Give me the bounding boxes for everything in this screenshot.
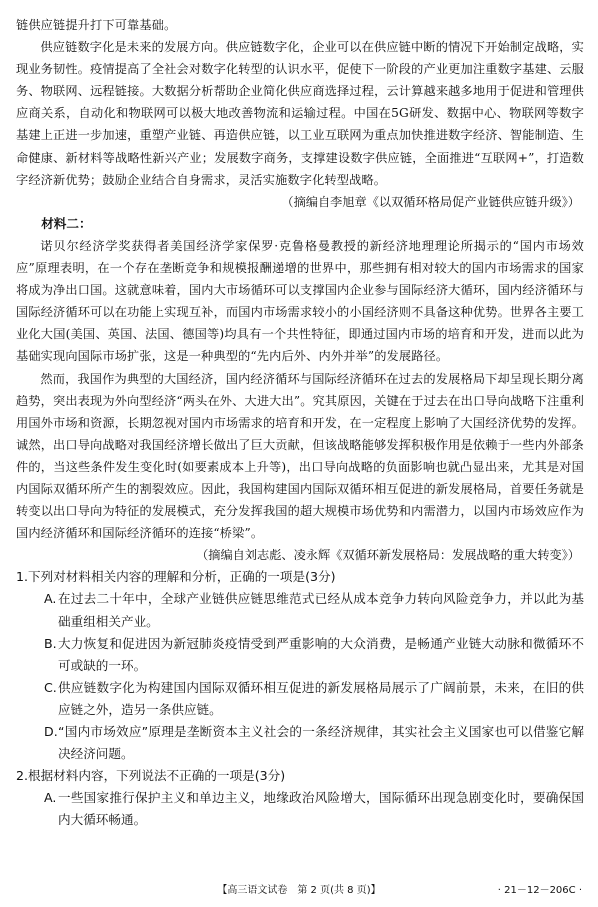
- option-label: C.: [44, 679, 57, 695]
- option-label: D.: [44, 724, 58, 739]
- option-label: A.: [44, 790, 57, 806]
- paragraph-continuation: 链供应链提升打下可靠基础。: [16, 18, 177, 32]
- exam-code: · 21－12－206C ·: [497, 885, 582, 896]
- paragraph-home-market-effect: 诺贝尔经济学奖获得者美国经济学家保罗·克鲁格曼教授的新经济地理理论所揭示的“国内市场效应”原理表明，在一个存在垄断竞争和规模报酬递增的世界中，那些拥有相对较大的国内市场需求的国家将成为净出口国。这就意味着，国内大市场循环可以支撑国内企业参与国际经济大循环，国内经济循环与国际经济循环可以在功能上实现互补，而国内市场需求较小的小国经济则不具备这种优势。世界各主要工业化大国(美国、英国、法国、德国等)均具有一个共性特征，即通过国内市场的培育和开发，进而以此为基础实现向国际市场扩张，这是一种典型的“先内后外、内外并举”的发展路径。: [16, 238, 584, 364]
- option-d: [16, 721, 584, 765]
- option-label: A.: [44, 591, 57, 607]
- question-2: [16, 765, 584, 831]
- option-text: 在过去二十年中，全球产业链供应链思维范式已经从成本竞争力转向风险竞争力，并以此为基础重组相关产业。: [58, 591, 584, 629]
- option-b: [16, 633, 584, 677]
- paragraph-export-orientation: 然而，我国作为典型的大国经济，国内经济循环与国际经济循环在过去的发展格局下却呈现长期分离趋势，突出表现为外向型经济“两头在外、大进大出”。究其原因，关键在于过去在出口导向战略下注重利用国外市场和资源，长期忽视对国内市场需求的培育和开发，在一定程度上影响了大国经济优势的发挥。诚然，出口导向战略对我国经济增长做出了巨大贡献，但该战略能够发挥积极作用是依赖于一些内外部条件的，当这些条件发生变化时(如要素成本上升等)，出口导向战略的负面影响也就凸显出来，尤其是对国内国际双循环所产生的割裂效应。因此，我国构建国内国际双循环相互促进的新发展格局，首要任务就是转变以出口导向为特征的发展模式，充分发挥我国的超大规模市场优势和内需潜力，以国内市场效应作为国内经济循环和国际经济循环的连接“桥梁”。: [16, 371, 584, 541]
- page-number-info: 【高三语文试卷 第 2 页(共 8 页)】: [217, 885, 381, 896]
- option-text: “国内市场效应”原理是垄断资本主义社会的一条经济规律，其实社会主义国家也可以借鉴它解决经济问题。: [58, 724, 584, 762]
- option-text: 一些国家推行保护主义和单边主义，地缘政治风险增大，国际循环出现急剧变化时，要确保国内大循环畅通。: [58, 790, 584, 828]
- option-label: B.: [44, 635, 57, 651]
- source-citation-liu: （摘编自刘志彪、凌永辉《双循环新发展格局：发展战略的重大转变》）: [196, 548, 580, 563]
- question-stem: 1.下列对材料相关内容的理解和分析，正确的一项是(3分): [16, 569, 336, 585]
- paragraph-supply-chain-digitalization: 供应链数字化是未来的发展方向。供应链数字化，企业可以在供应链中断的情况下开始制定战略，实现业务韧性。疫情提高了全社会对数字化转型的认识水平，促使下一阶段的产业更加注重数字基建、云服务、物联网、远程链接。大数据分析帮助企业简化供应商选择过程，云计算越来越多地用于促进和管理供应商关系，自动化和物联网可以极大地改善物流和运输过程。中国在5G研发、数据中心、物联网等数字基建上正进一步加速，重塑产业链、再造供应链，以工业互联网为重点加快推进数字经济、智能制造、生命健康、新材料等战略性新兴产业；发展数字商务，支撑建设数字供应链，全面推进“互联网+”，打造数字经济新优势；鼓励企业结合自身需求，灵活实施数字化转型战略。: [16, 40, 584, 187]
- option-text: 大力恢复和促进因为新冠肺炎疫情受到严重影响的大众消费，是畅通产业链大动脉和微循环不可或缺的一环。: [58, 635, 584, 673]
- material-two-heading: 材料二：: [41, 215, 92, 231]
- option-a: [16, 588, 584, 632]
- source-citation-li: （摘编自李旭章《以双循环格局促产业链供应链升级》）: [281, 194, 580, 209]
- option-c: [16, 677, 584, 721]
- option-text: 供应链数字化为构建国内国际双循环相互促进的新发展格局展示了广阔前景，未来，在旧的供应链之外，造另一条供应链。: [58, 679, 584, 717]
- question-stem: 2.根据材料内容，下列说法不正确的一项是(3分): [16, 768, 286, 784]
- question-1: [16, 566, 584, 765]
- option-a: [16, 787, 584, 831]
